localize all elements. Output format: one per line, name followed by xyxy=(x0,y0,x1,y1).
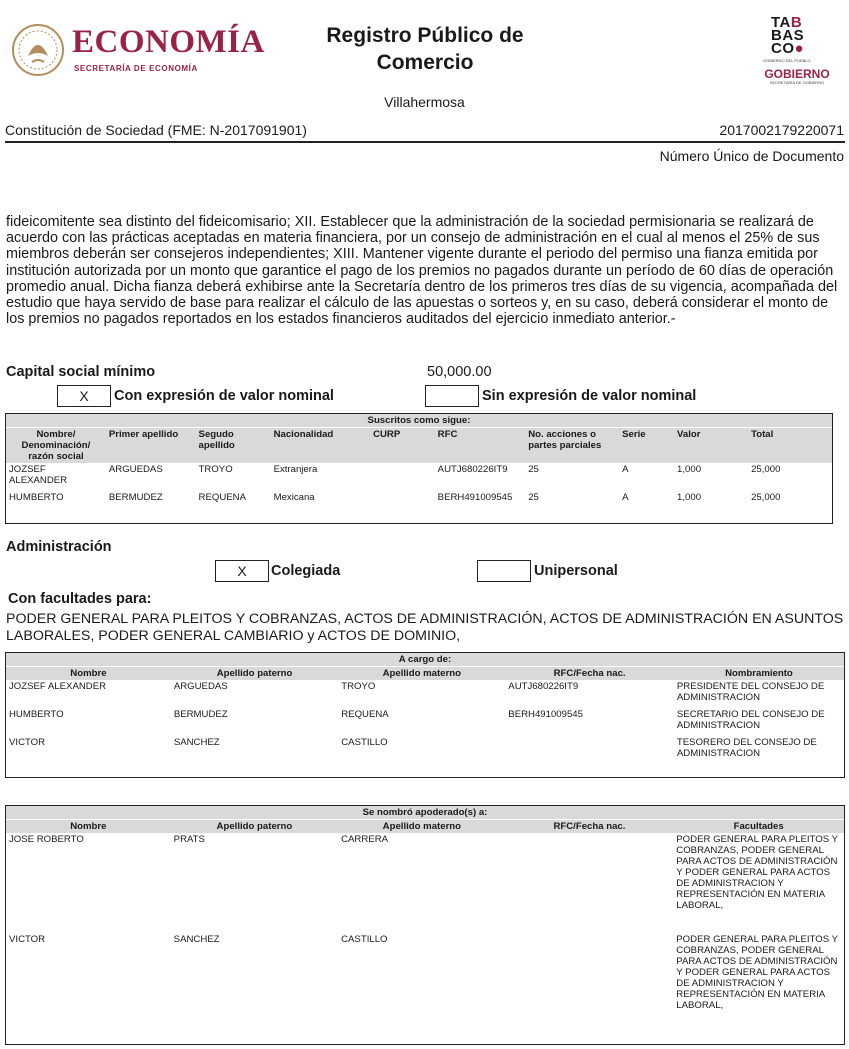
column-header: Primer apellido xyxy=(106,428,196,464)
table-cell: SANCHEZ xyxy=(173,737,220,748)
table-cell: 25 xyxy=(528,464,539,475)
table-cell: REQUENA xyxy=(341,709,389,720)
table-cell: 1,000 xyxy=(677,464,702,475)
table-row xyxy=(6,736,844,764)
economia-subtitle: SECRETARÍA DE ECONOMÍA xyxy=(74,64,198,73)
column-header: Apellido paterno xyxy=(171,820,338,834)
column-header: Facultades xyxy=(673,820,844,834)
table-cell: CASTILLO xyxy=(341,934,388,945)
table-row xyxy=(6,463,832,491)
page-title: Registro Público de Comercio xyxy=(326,24,524,74)
suscritos-table xyxy=(6,414,832,509)
column-header: No. acciones o partes parciales xyxy=(525,428,619,464)
table-cell: JOSE ROBERTO xyxy=(9,834,84,845)
capital-label: Capital social mínimo xyxy=(6,364,156,380)
suscritos-title: Suscritos como sigue: xyxy=(6,414,832,428)
column-header: RFC xyxy=(435,428,526,464)
facultades-text: PODER GENERAL PARA PLEITOS Y COBRANZAS, ACTOS DE ADMINISTRACIÓN, ACTOS DE ADMINISTRACIÓN EN ASUNTOS LABORALES, PODER GENERAL CAMBIARIO y ACTOS DE DOMINIO, xyxy=(6,611,844,644)
table-cell: ARGUEDAS xyxy=(108,464,163,475)
column-header: Apellido paterno xyxy=(171,667,338,681)
table-cell xyxy=(506,833,674,933)
table-cell: 25,000 xyxy=(751,492,781,503)
column-header: Nombre xyxy=(6,667,171,681)
table-cell: BERMUDEZ xyxy=(173,709,228,720)
table-cell: A xyxy=(622,492,629,503)
column-header: RFC/Fecha nac. xyxy=(505,667,674,681)
column-header: Segudo apellido xyxy=(196,428,271,464)
economia-logo xyxy=(10,22,270,80)
document-number-label: Número Único de Documento xyxy=(659,148,844,164)
table-cell xyxy=(505,736,674,764)
table-cell: AUTJ680226IT9 xyxy=(437,464,508,475)
table-cell: ARGUEDAS xyxy=(173,681,228,692)
cargo-table xyxy=(6,653,844,764)
table-row xyxy=(6,708,844,736)
table-cell: HUMBERTO xyxy=(9,492,64,503)
table-row xyxy=(6,933,844,1033)
column-header: Serie xyxy=(619,428,674,464)
column-header: Apellido materno xyxy=(338,820,506,834)
table-cell: VICTOR xyxy=(9,934,46,945)
column-header: Nombre xyxy=(6,820,171,834)
table-cell: PRESIDENTE DEL CONSEJO DE ADMINISTRACION xyxy=(676,681,825,703)
table-cell: VICTOR xyxy=(9,737,46,748)
table-cell: PODER GENERAL PARA PLEITOS Y COBRANZAS, PODER GENERAL PARA ACTOS DE ADMINISTRACIÓN Y PODER GENERAL PARA ACTOS DE ADMINISTRACION Y REPRESENTACIÓN EN MATERIA LABORAL, xyxy=(676,934,838,1011)
table-cell: PODER GENERAL PARA PLEITOS Y COBRANZAS, PODER GENERAL PARA ACTOS DE ADMINISTRACIÓN Y PODER GENERAL PARA ACTOS DE ADMINISTRACION Y REPRESENTACIÓN EN MATERIA LABORAL, xyxy=(676,834,838,911)
apoderados-table xyxy=(6,806,844,1033)
table-cell: CARRERA xyxy=(341,834,389,845)
table-cell: JOZSEF ALEXANDER xyxy=(9,681,107,692)
tabasco-wordmark: TAB BAS CO● xyxy=(771,14,805,57)
coat-of-arms-icon xyxy=(10,22,66,78)
table-cell: PRATS xyxy=(173,834,205,845)
cargo-title: A cargo de: xyxy=(6,653,844,667)
table-cell: CASTILLO xyxy=(341,737,388,748)
table-cell: BERH491009545 xyxy=(508,709,583,720)
table-cell: HUMBERTO xyxy=(9,709,64,720)
economia-wordmark: ECONOMÍA xyxy=(72,24,265,60)
unipersonal-checkbox[interactable] xyxy=(477,560,531,582)
table-cell: BERH491009545 xyxy=(437,492,513,503)
table-cell: 25,000 xyxy=(751,464,781,475)
column-header: RFC/Fecha nac. xyxy=(506,820,674,834)
no-nominal-value-label: Sin expresión de valor nominal xyxy=(482,388,697,404)
body-paragraph: fideicomitente sea distinto del fideicomisario; XII. Establecer que la administración de la sociedad permisionaria se realizará de acuerdo con las prácticas aceptadas en materia financiera, por un consejo de administración en el cual al menos el 25% de sus miembros deberán ser consejeros independientes; XIII. Mantener vigente durante el periodo del permiso una fianza emitida por institución autorizada por un monto que garantice el pago de los premios no pagados durante un período de 60 días de operación promedio anual. Dicha fianza deberá exhibirse ante la Secretaría dentro de los primeros tres días de su vigencia, acompañada del estudio que haya servido de base para realizar el cálculo de las apuestas o sorteos y, en su caso, deberá considerar el monto de los premios no pagados reportados en los estados financieros auditados del ejercicio inmediato anterior.- xyxy=(6,214,838,328)
document-title: Constitución de Sociedad (FME: N-2017091901) xyxy=(5,122,307,138)
table-row xyxy=(6,833,844,933)
unipersonal-label: Unipersonal xyxy=(534,563,618,579)
table-cell xyxy=(506,933,674,1033)
table-cell xyxy=(370,491,435,509)
column-header: Total xyxy=(748,428,832,464)
table-cell: SECRETARIO DEL CONSEJO DE ADMINISTRACION xyxy=(676,709,825,731)
table-cell: SANCHEZ xyxy=(173,934,220,945)
table-cell: Mexicana xyxy=(273,492,315,503)
table-row xyxy=(6,680,844,708)
column-header: Nombre/ Denominación/ razón social xyxy=(6,428,106,464)
column-header: CURP xyxy=(370,428,435,464)
table-cell: TESORERO DEL CONSEJO DE ADMINISTRACION xyxy=(676,737,817,759)
tabasco-logo: TAB BAS CO● GOBIERNO DEL PUEBLO GOBIERNO SECRETARÍA DE GOBIERNO xyxy=(763,14,830,85)
table-cell: JOZSEF ALEXANDER xyxy=(9,464,68,486)
table-cell: 1,000 xyxy=(677,492,702,503)
table-cell: TROYO xyxy=(198,464,233,475)
city-label: Villahermosa xyxy=(384,94,465,110)
nominal-value-checkbox[interactable]: X xyxy=(57,385,111,407)
admin-label: Administración xyxy=(6,539,112,555)
table-cell xyxy=(370,463,435,491)
colegiada-label: Colegiada xyxy=(271,563,341,579)
table-cell: 25 xyxy=(528,492,539,503)
column-header: Nacionalidad xyxy=(271,428,371,464)
capital-value: 50,000.00 xyxy=(427,364,492,380)
document-number: 2017002179220071 xyxy=(719,122,844,138)
apoderados-title: Se nombró apoderado(s) a: xyxy=(6,806,844,820)
table-cell: AUTJ680226IT9 xyxy=(508,681,579,692)
no-nominal-value-checkbox[interactable] xyxy=(425,385,479,407)
column-header: Apellido materno xyxy=(338,667,505,681)
nominal-value-label: Con expresión de valor nominal xyxy=(114,388,334,404)
table-cell: TROYO xyxy=(341,681,376,692)
column-header: Nombramiento xyxy=(674,667,844,681)
table-cell: BERMUDEZ xyxy=(108,492,163,503)
column-header: Valor xyxy=(674,428,748,464)
table-cell: A xyxy=(622,464,629,475)
header-divider xyxy=(5,141,845,143)
facultades-label: Con facultades para: xyxy=(8,591,152,607)
table-cell: REQUENA xyxy=(198,492,246,503)
table-cell: Extranjera xyxy=(273,464,318,475)
colegiada-checkbox[interactable]: X xyxy=(215,560,269,582)
table-row xyxy=(6,491,832,509)
